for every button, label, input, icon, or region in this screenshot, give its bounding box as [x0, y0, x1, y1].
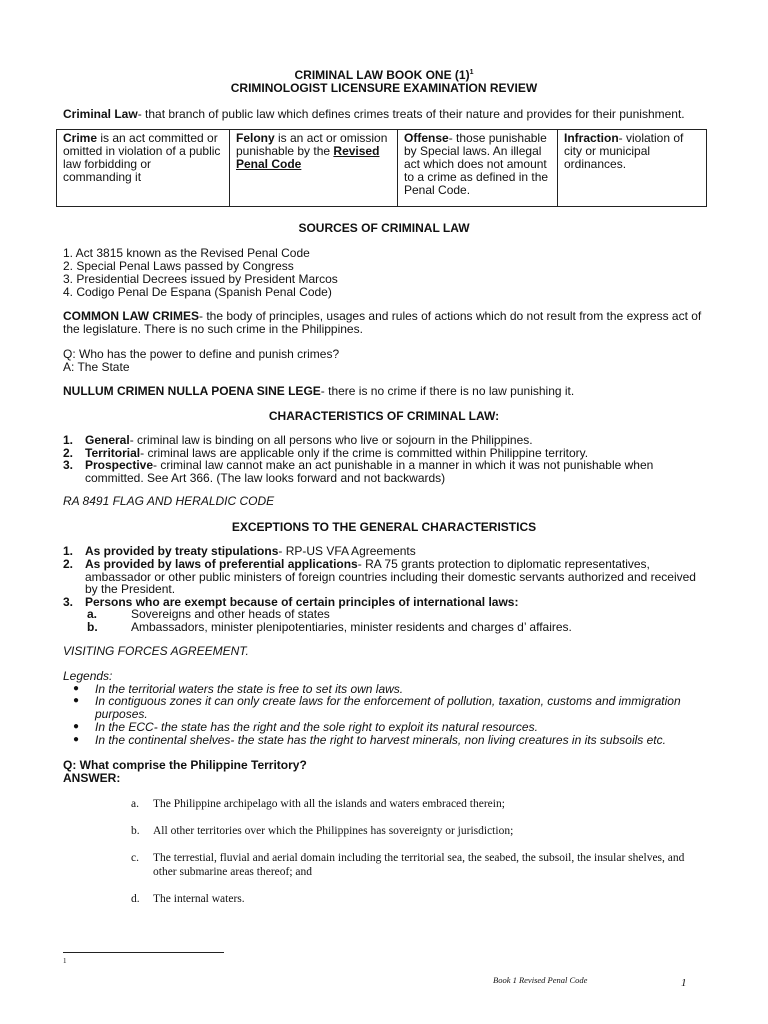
felony-text: is an act or omission punishable by the	[236, 131, 388, 158]
item-number: 3.	[63, 594, 74, 609]
list-item	[63, 594, 705, 634]
term-infraction: Infraction	[564, 131, 619, 145]
territory-letter: c.	[131, 851, 139, 864]
criminal-law-definition	[63, 108, 705, 121]
sources-list	[63, 247, 705, 299]
nullum-text: - there is no crime if there is no law punishing it.	[320, 384, 575, 398]
item-number: 1.	[63, 544, 74, 559]
legends-list	[63, 683, 705, 747]
offense-text: - those punishable by Special laws. An illegal act which does not amount to a crime as defined in the Penal Code.	[404, 131, 549, 197]
document-page	[63, 66, 705, 906]
territory-letter: b.	[131, 824, 140, 837]
bullet-icon: ●	[73, 733, 80, 745]
title-line-1: CRIMINAL LAW BOOK ONE (1)	[294, 68, 470, 82]
source-item: 2. Special Penal Laws passed by Congress	[63, 259, 294, 273]
item-number: 1.	[63, 433, 74, 447]
ra8491-note: RA 8491 FLAG AND HERALDIC CODE	[63, 494, 275, 509]
item-number: 2.	[63, 556, 74, 571]
territory-list	[63, 797, 705, 906]
item-number: 3.	[63, 458, 74, 473]
territory-letter: a.	[131, 797, 139, 810]
source-item: 4. Codigo Penal De Espana (Spanish Penal Code)	[63, 285, 332, 299]
legend-item	[63, 695, 705, 721]
territory-letter: d.	[131, 892, 140, 905]
term-nullum-crimen: NULLUM CRIMEN NULLA POENA SINE LEGE	[63, 384, 321, 398]
common-law-crimes	[63, 310, 705, 336]
item-text: - RA 75 grants protection to diplomatic representatives, ambassador or other public ministers of foreign countries including their domestic servants authorized and received by the President.	[85, 556, 696, 597]
revised-penal-code-link: Revised Penal Code	[236, 144, 380, 171]
legend-text: In the continental shelves- the state has the right to harvest minerals, non living creatures in its subsoils etc.	[95, 732, 666, 747]
characteristics-heading: CHARACTERISTICS OF CRIMINAL LAW:	[268, 409, 500, 423]
exceptions-heading: EXCEPTIONS TO THE GENERAL CHARACTERISTICS	[231, 520, 537, 535]
territory-text: All other territories over which the Philippines has sovereignty or jurisdiction;	[153, 824, 514, 837]
item-term: As provided by laws of preferential applications	[85, 556, 358, 571]
exceptions-list	[63, 545, 705, 633]
item-number: 2.	[63, 445, 74, 460]
territory-text: The Philippine archipelago with all the islands and waters embraced therein;	[153, 797, 505, 810]
legend-text: In the ECC- the state has the right and the sole right to exploit its natural resources.	[95, 719, 538, 734]
answer-1: A: The State	[63, 360, 130, 374]
bullet-icon: ●	[73, 720, 80, 732]
sub-list	[87, 607, 705, 634]
question-2: Q: What comprise the Philippine Territory?	[63, 757, 307, 772]
characteristics-list	[63, 434, 705, 484]
common-law-text: - the body of principles, usages and rules of actions which do not result from the express act of the legislature. There is no such crime in the Philippines.	[63, 309, 702, 336]
infraction-text: - violation of city or municipal ordinances.	[564, 131, 684, 171]
source-item: 1. Act 3815 known as the Revised Penal Code	[63, 246, 310, 260]
territory-item	[63, 797, 705, 811]
definitions-table	[56, 129, 707, 207]
cell-offense	[398, 130, 558, 207]
item-text: - criminal law cannot make an act punishable in a manner in which it was not punishable when committed. See Art 366. (The law looks forward and not backwards)	[85, 458, 654, 485]
item-term: As provided by treaty stipulations	[85, 544, 279, 559]
term-common-law: COMMON LAW CRIMES	[63, 309, 199, 323]
territory-text: The terrestial, fluvial and aerial domain including the territorial sea, the seabed, the subsoil, the insular shelves, and other submarine areas thereof; and	[153, 851, 685, 878]
sub-item-text: Ambassadors, minister plenipotentiaries, minister residents and charges d’ affaires.	[131, 619, 572, 634]
legends-label: Legends:	[63, 668, 113, 683]
nullum-crimen	[63, 385, 705, 398]
sub-item	[87, 619, 705, 634]
cell-infraction	[558, 130, 707, 207]
bullet-icon: ●	[73, 682, 80, 694]
term-criminal-law: Criminal Law	[63, 107, 138, 121]
territory-item	[63, 824, 705, 838]
source-item: 3. Presidential Decrees issued by President Marcos	[63, 272, 338, 286]
sub-item-letter: a.	[87, 607, 98, 622]
footnote-ref[interactable]: 1	[469, 69, 474, 76]
item-term: Persons who are exempt because of certain principles of international laws:	[85, 594, 519, 609]
vfa-note: VISITING FORCES AGREEMENT.	[63, 643, 249, 658]
territory-item	[63, 892, 705, 906]
legend-text: In the territorial waters the state is free to set its own laws.	[95, 681, 404, 696]
footer-book-title: Book 1 Revised Penal Code	[493, 975, 588, 985]
term-offense: Offense	[404, 131, 449, 145]
footnote-rule	[63, 952, 224, 953]
item-text: - criminal law is binding on all persons who live or sojourn in the Philippines.	[129, 433, 533, 447]
bullet-icon: ●	[73, 695, 80, 707]
item-term: General	[85, 433, 130, 447]
document-subtitle: CRIMINOLOGIST LICENSURE EXAMINATION REVIEW	[230, 81, 538, 95]
sources-heading: SOURCES OF CRIMINAL LAW	[298, 221, 470, 235]
cell-crime	[57, 130, 230, 207]
question-1: Q: Who has the power to define and punish crimes?	[63, 347, 340, 361]
sub-item-letter: b.	[87, 619, 98, 634]
territory-text: The internal waters.	[153, 892, 245, 905]
item-term: Prospective	[85, 458, 154, 473]
page-number: 1	[681, 977, 687, 989]
cell-felony	[230, 130, 398, 207]
term-felony: Felony	[236, 131, 275, 145]
definition-text: - that branch of public law which defines crimes treats of their nature and provides for their punishment.	[137, 107, 685, 121]
footnote-number: 1	[63, 957, 67, 965]
legend-text: In contiguous zones it can only create laws for the enforcement of pollution, taxation, customs and immigration purposes.	[95, 694, 681, 722]
legend-item	[63, 734, 705, 747]
document-title	[63, 66, 705, 82]
crime-text: is an act committed or omitted in violation of a public law forbidding or commanding it	[63, 131, 221, 184]
item-text: - RP-US VFA Agreements	[278, 544, 416, 559]
list-item	[63, 556, 705, 597]
sub-item-text: Sovereigns and other heads of states	[131, 607, 330, 622]
term-crime: Crime	[63, 131, 98, 145]
list-item	[63, 458, 705, 485]
item-text: - criminal laws are applicable only if the crime is committed within Philippine territory.	[140, 445, 589, 460]
answer-2-label: ANSWER:	[63, 770, 121, 785]
item-term: Territorial	[85, 445, 141, 460]
territory-item	[63, 851, 705, 879]
